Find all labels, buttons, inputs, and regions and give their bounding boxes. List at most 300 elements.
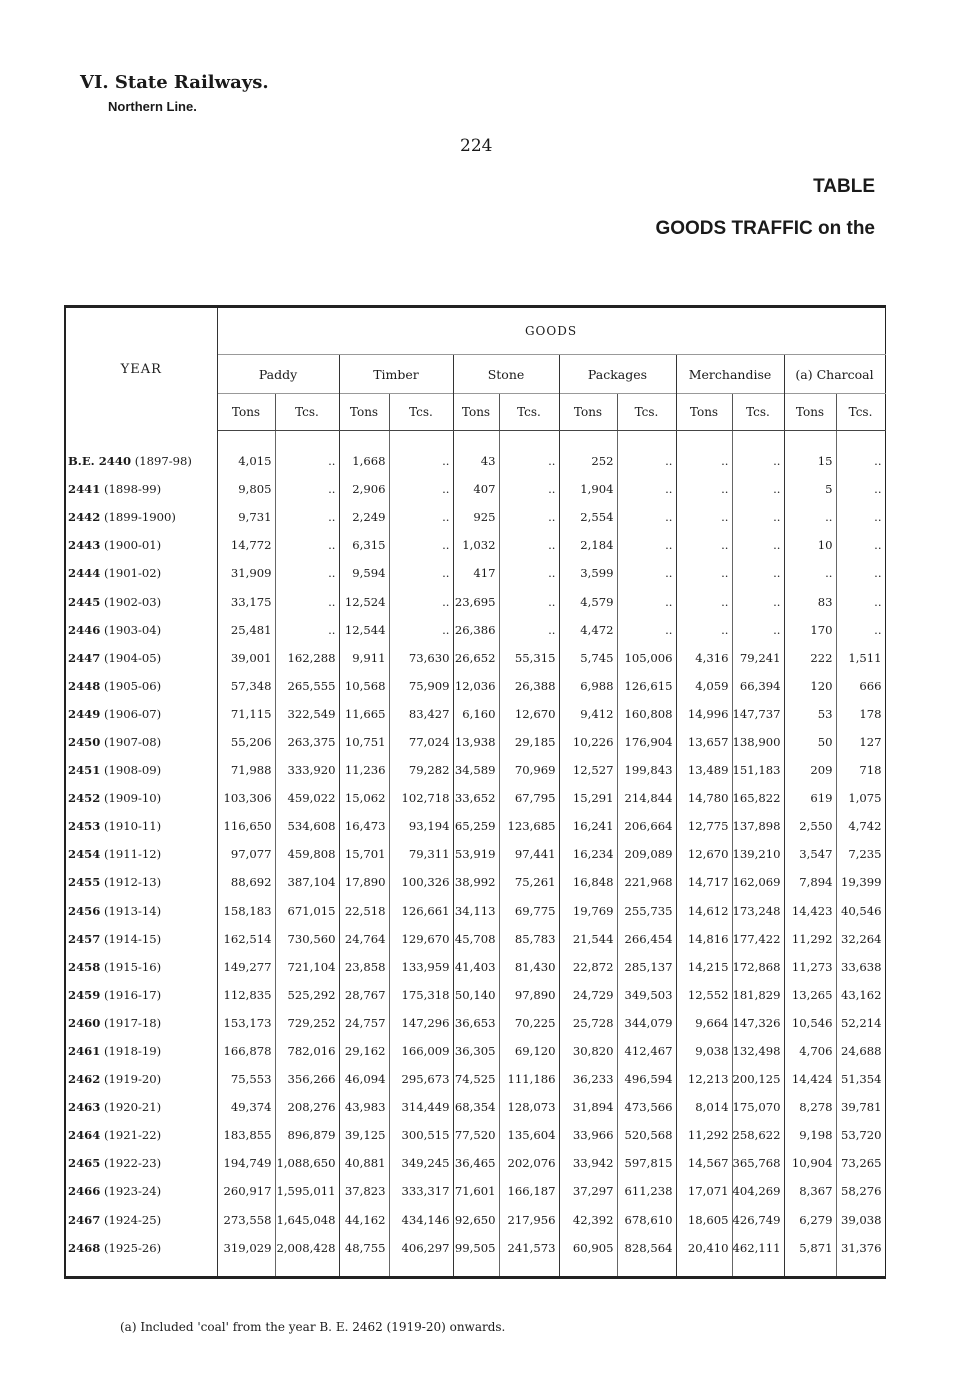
value-cell: .. — [732, 475, 784, 503]
ad-year-range: (1918-19) — [103, 1044, 162, 1059]
ad-year-range: (1923-24) — [103, 1184, 162, 1199]
be-year: 2450 — [68, 734, 101, 749]
value-cell: 29,185 — [499, 728, 559, 756]
year-cell — [65, 1206, 217, 1234]
table-row — [65, 1037, 885, 1065]
value-cell: 67,795 — [499, 784, 559, 812]
year-cell — [65, 1037, 217, 1065]
value-cell: .. — [617, 475, 676, 503]
value-cell: 273,558 — [217, 1206, 275, 1234]
value-cell: .. — [836, 475, 885, 503]
value-cell: 170 — [784, 616, 836, 644]
value-cell: 260,917 — [217, 1177, 275, 1205]
be-year: 2464 — [68, 1128, 101, 1143]
be-year: 2461 — [68, 1044, 101, 1059]
table-row — [65, 1009, 885, 1037]
table-row — [65, 1177, 885, 1205]
value-cell: 4,059 — [676, 672, 732, 700]
unit-header-tcs: Tcs. — [499, 394, 559, 431]
value-cell: 333,920 — [275, 756, 339, 784]
value-cell: 85,783 — [499, 925, 559, 953]
value-cell: 14,996 — [676, 700, 732, 728]
value-cell: 158,183 — [217, 897, 275, 925]
value-cell: 160,808 — [617, 700, 676, 728]
ad-year-range: (1922-23) — [103, 1156, 162, 1171]
value-cell: 10,226 — [559, 728, 617, 756]
value-cell: 417 — [453, 559, 499, 587]
value-cell: 14,717 — [676, 868, 732, 896]
value-cell: 176,904 — [617, 728, 676, 756]
value-cell: 102,718 — [389, 784, 453, 812]
year-cell — [65, 1065, 217, 1093]
value-cell: .. — [732, 616, 784, 644]
unit-header-tons: Tons — [453, 394, 499, 431]
value-cell: 678,610 — [617, 1206, 676, 1234]
value-cell: 34,113 — [453, 897, 499, 925]
value-cell: 129,670 — [389, 925, 453, 953]
ad-year-range: (1916-17) — [103, 987, 162, 1002]
value-cell: .. — [676, 531, 732, 559]
value-cell: 2,550 — [784, 812, 836, 840]
value-cell: 258,622 — [732, 1121, 784, 1149]
value-cell: 520,568 — [617, 1121, 676, 1149]
unit-header-tons: Tons — [784, 394, 836, 431]
value-cell: 37,297 — [559, 1177, 617, 1205]
value-cell: 241,573 — [499, 1234, 559, 1278]
value-cell: 99,505 — [453, 1234, 499, 1278]
value-cell: 300,515 — [389, 1121, 453, 1149]
value-cell: 19,399 — [836, 868, 885, 896]
year-cell — [65, 447, 217, 475]
value-cell: 38,992 — [453, 868, 499, 896]
value-cell: 112,835 — [217, 981, 275, 1009]
value-cell: 57,348 — [217, 672, 275, 700]
value-cell: 69,120 — [499, 1037, 559, 1065]
ad-year-range: (1909-10) — [103, 791, 162, 806]
value-cell: .. — [676, 559, 732, 587]
value-cell: 333,317 — [389, 1177, 453, 1205]
table-row — [65, 953, 885, 981]
value-cell: 412,467 — [617, 1037, 676, 1065]
value-cell: 266,454 — [617, 925, 676, 953]
unit-header-tcs: Tcs. — [275, 394, 339, 431]
value-cell: 162,069 — [732, 868, 784, 896]
value-cell: 5 — [784, 475, 836, 503]
year-cell — [65, 644, 217, 672]
value-cell: 12,670 — [499, 700, 559, 728]
value-cell: 285,137 — [617, 953, 676, 981]
value-cell: .. — [836, 447, 885, 475]
value-cell: 1,032 — [453, 531, 499, 559]
table-row — [65, 868, 885, 896]
value-cell: .. — [676, 503, 732, 531]
value-cell: .. — [499, 559, 559, 587]
value-cell: .. — [499, 503, 559, 531]
value-cell: 50,140 — [453, 981, 499, 1009]
value-cell: 222 — [784, 644, 836, 672]
table-row — [65, 644, 885, 672]
value-cell: 33,652 — [453, 784, 499, 812]
value-cell: 83,427 — [389, 700, 453, 728]
value-cell: .. — [617, 531, 676, 559]
value-cell: 2,008,428 — [275, 1234, 339, 1278]
value-cell: 16,848 — [559, 868, 617, 896]
value-cell: 6,160 — [453, 700, 499, 728]
ad-year-range: (1915-16) — [103, 959, 162, 974]
value-cell: 4,015 — [217, 447, 275, 475]
unit-header-tons: Tons — [217, 394, 275, 431]
value-cell: 137,898 — [732, 812, 784, 840]
value-cell: 199,843 — [617, 756, 676, 784]
value-cell: 2,184 — [559, 531, 617, 559]
value-cell: 100,326 — [389, 868, 453, 896]
table-label: TABLE — [813, 176, 875, 197]
value-cell: 39,781 — [836, 1093, 885, 1121]
value-cell: 53,919 — [453, 840, 499, 868]
value-cell: 36,233 — [559, 1065, 617, 1093]
value-cell: 20,410 — [676, 1234, 732, 1278]
be-year: 2463 — [68, 1100, 101, 1115]
value-cell: 729,252 — [275, 1009, 339, 1037]
value-cell: 147,326 — [732, 1009, 784, 1037]
value-cell: 925 — [453, 503, 499, 531]
value-cell: 721,104 — [275, 953, 339, 981]
year-cell — [65, 953, 217, 981]
value-cell: 53,720 — [836, 1121, 885, 1149]
value-cell: 166,009 — [389, 1037, 453, 1065]
value-cell: 295,673 — [389, 1065, 453, 1093]
value-cell: 92,650 — [453, 1206, 499, 1234]
year-cell — [65, 1177, 217, 1205]
value-cell: 51,354 — [836, 1065, 885, 1093]
year-cell — [65, 897, 217, 925]
value-cell: 434,146 — [389, 1206, 453, 1234]
value-cell: 23,858 — [339, 953, 389, 981]
value-cell: 149,277 — [217, 953, 275, 981]
ad-year-range: (1902-03) — [103, 594, 162, 609]
ad-year-range: (1914-15) — [103, 931, 162, 946]
value-cell: 14,816 — [676, 925, 732, 953]
value-cell: 387,104 — [275, 868, 339, 896]
value-cell: .. — [836, 531, 885, 559]
value-cell: 183,855 — [217, 1121, 275, 1149]
value-cell: 52,214 — [836, 1009, 885, 1037]
value-cell: 1,904 — [559, 475, 617, 503]
value-cell: 37,823 — [339, 1177, 389, 1205]
value-cell: 208,276 — [275, 1093, 339, 1121]
table-row — [65, 587, 885, 615]
value-cell: 314,449 — [389, 1093, 453, 1121]
value-cell: 9,412 — [559, 700, 617, 728]
value-cell: 41,403 — [453, 953, 499, 981]
table-row — [65, 1093, 885, 1121]
value-cell: 11,292 — [676, 1121, 732, 1149]
value-cell: .. — [617, 616, 676, 644]
value-cell: 151,183 — [732, 756, 784, 784]
value-cell: 496,594 — [617, 1065, 676, 1093]
value-cell: 73,265 — [836, 1149, 885, 1177]
value-cell: 13,265 — [784, 981, 836, 1009]
value-cell: 55,315 — [499, 644, 559, 672]
value-cell: 14,612 — [676, 897, 732, 925]
value-cell: 165,822 — [732, 784, 784, 812]
value-cell: .. — [617, 447, 676, 475]
value-cell: 105,006 — [617, 644, 676, 672]
table-row — [65, 475, 885, 503]
value-cell: 209,089 — [617, 840, 676, 868]
value-cell: 7,235 — [836, 840, 885, 868]
year-cell — [65, 1121, 217, 1149]
goods-traffic-table — [64, 305, 886, 1279]
table-heading: GOODS TRAFFIC on the — [655, 218, 875, 239]
value-cell: 126,661 — [389, 897, 453, 925]
value-cell: 24,688 — [836, 1037, 885, 1065]
value-cell: 77,520 — [453, 1121, 499, 1149]
value-cell: 4,579 — [559, 587, 617, 615]
year-cell — [65, 475, 217, 503]
value-cell: 828,564 — [617, 1234, 676, 1278]
value-cell: 12,213 — [676, 1065, 732, 1093]
be-year: 2467 — [68, 1212, 101, 1227]
value-cell: 43,162 — [836, 981, 885, 1009]
value-cell: 11,236 — [339, 756, 389, 784]
value-cell: .. — [836, 559, 885, 587]
value-cell: 16,473 — [339, 812, 389, 840]
be-year: 2458 — [68, 959, 101, 974]
value-cell: 177,422 — [732, 925, 784, 953]
value-cell: 14,567 — [676, 1149, 732, 1177]
value-cell: 24,757 — [339, 1009, 389, 1037]
table-row — [65, 672, 885, 700]
table-row — [65, 1065, 885, 1093]
year-cell — [65, 587, 217, 615]
value-cell: 8,014 — [676, 1093, 732, 1121]
table-row — [65, 981, 885, 1009]
year-cell — [65, 672, 217, 700]
value-cell: 1,075 — [836, 784, 885, 812]
value-cell: 128,073 — [499, 1093, 559, 1121]
be-year: 2445 — [68, 594, 101, 609]
value-cell: 666 — [836, 672, 885, 700]
year-cell — [65, 700, 217, 728]
value-cell: 2,249 — [339, 503, 389, 531]
value-cell: 17,890 — [339, 868, 389, 896]
value-cell: 147,737 — [732, 700, 784, 728]
value-cell: 28,767 — [339, 981, 389, 1009]
value-cell: .. — [836, 503, 885, 531]
value-cell: 172,868 — [732, 953, 784, 981]
table-row — [65, 784, 885, 812]
value-cell: 3,599 — [559, 559, 617, 587]
section-title: VI. State Railways. — [80, 72, 269, 93]
table-row — [65, 1234, 885, 1278]
value-cell: 26,386 — [453, 616, 499, 644]
table-row — [65, 447, 885, 475]
value-cell: .. — [275, 447, 339, 475]
value-cell: 36,653 — [453, 1009, 499, 1037]
value-cell: 1,595,011 — [275, 1177, 339, 1205]
be-year: 2460 — [68, 1015, 101, 1030]
value-cell: .. — [275, 475, 339, 503]
value-cell: 162,288 — [275, 644, 339, 672]
year-cell — [65, 1149, 217, 1177]
value-cell: 26,652 — [453, 644, 499, 672]
value-cell: 25,728 — [559, 1009, 617, 1037]
be-year: 2443 — [68, 538, 101, 553]
value-cell: 5,871 — [784, 1234, 836, 1278]
value-cell: 597,815 — [617, 1149, 676, 1177]
value-cell: 10 — [784, 531, 836, 559]
value-cell: 349,503 — [617, 981, 676, 1009]
value-cell: 718 — [836, 756, 885, 784]
value-cell: .. — [389, 587, 453, 615]
be-year: 2447 — [68, 650, 101, 665]
value-cell: 74,525 — [453, 1065, 499, 1093]
value-cell: .. — [499, 475, 559, 503]
value-cell: 21,544 — [559, 925, 617, 953]
ad-year-range: (1924-25) — [103, 1212, 162, 1227]
value-cell: 356,266 — [275, 1065, 339, 1093]
ad-year-range: (1919-20) — [103, 1072, 162, 1087]
value-cell: 4,472 — [559, 616, 617, 644]
value-cell: 75,909 — [389, 672, 453, 700]
value-cell: 55,206 — [217, 728, 275, 756]
ad-year-range: (1901-02) — [103, 566, 162, 581]
value-cell: 6,279 — [784, 1206, 836, 1234]
category-header-merchandise: Merchandise — [676, 355, 784, 394]
value-cell: 31,376 — [836, 1234, 885, 1278]
year-cell — [65, 756, 217, 784]
ad-year-range: (1900-01) — [103, 538, 162, 553]
value-cell: 48,755 — [339, 1234, 389, 1278]
value-cell: 9,664 — [676, 1009, 732, 1037]
value-cell: .. — [732, 503, 784, 531]
value-cell: 166,187 — [499, 1177, 559, 1205]
value-cell: 462,111 — [732, 1234, 784, 1278]
value-cell: 1,668 — [339, 447, 389, 475]
value-cell: 88,692 — [217, 868, 275, 896]
be-year: 2449 — [68, 706, 101, 721]
year-cell — [65, 728, 217, 756]
value-cell: 1,645,048 — [275, 1206, 339, 1234]
value-cell: 6,315 — [339, 531, 389, 559]
ad-year-range: (1925-26) — [103, 1240, 162, 1255]
value-cell: 9,198 — [784, 1121, 836, 1149]
be-year: 2462 — [68, 1072, 101, 1087]
be-year: 2451 — [68, 763, 101, 778]
value-cell: 173,248 — [732, 897, 784, 925]
value-cell: 15,062 — [339, 784, 389, 812]
table-row — [65, 559, 885, 587]
value-cell: 611,238 — [617, 1177, 676, 1205]
value-cell: 13,657 — [676, 728, 732, 756]
value-cell: .. — [617, 587, 676, 615]
value-cell: 73,630 — [389, 644, 453, 672]
value-cell: 263,375 — [275, 728, 339, 756]
value-cell: 126,615 — [617, 672, 676, 700]
value-cell: 68,354 — [453, 1093, 499, 1121]
be-year: 2455 — [68, 875, 101, 890]
value-cell: 12,552 — [676, 981, 732, 1009]
value-cell: 24,729 — [559, 981, 617, 1009]
be-year: 2456 — [68, 903, 101, 918]
value-cell: 14,772 — [217, 531, 275, 559]
value-cell: .. — [836, 616, 885, 644]
unit-header-tons: Tons — [339, 394, 389, 431]
be-year: 2452 — [68, 791, 101, 806]
year-cell — [65, 812, 217, 840]
value-cell: 7,894 — [784, 868, 836, 896]
table-row — [65, 756, 885, 784]
category-header-stone: Stone — [453, 355, 559, 394]
value-cell: 404,269 — [732, 1177, 784, 1205]
value-cell: 97,441 — [499, 840, 559, 868]
value-cell: 255,735 — [617, 897, 676, 925]
value-cell: 153,173 — [217, 1009, 275, 1037]
value-cell: 344,079 — [617, 1009, 676, 1037]
value-cell: 459,022 — [275, 784, 339, 812]
category-header-timber: Timber — [339, 355, 453, 394]
value-cell: 97,890 — [499, 981, 559, 1009]
value-cell: 135,604 — [499, 1121, 559, 1149]
value-cell: 147,296 — [389, 1009, 453, 1037]
unit-header-tcs: Tcs. — [389, 394, 453, 431]
value-cell: 175,070 — [732, 1093, 784, 1121]
value-cell: .. — [499, 587, 559, 615]
value-cell: 75,261 — [499, 868, 559, 896]
value-cell: 181,829 — [732, 981, 784, 1009]
value-cell: 3,547 — [784, 840, 836, 868]
year-cell — [65, 503, 217, 531]
table-row — [65, 616, 885, 644]
value-cell: 202,076 — [499, 1149, 559, 1177]
value-cell: 42,392 — [559, 1206, 617, 1234]
value-cell: 127 — [836, 728, 885, 756]
value-cell: 66,394 — [732, 672, 784, 700]
value-cell: 194,749 — [217, 1149, 275, 1177]
value-cell: 14,423 — [784, 897, 836, 925]
value-cell: 9,038 — [676, 1037, 732, 1065]
value-cell: 459,808 — [275, 840, 339, 868]
value-cell: .. — [389, 447, 453, 475]
value-cell: .. — [389, 503, 453, 531]
year-cell — [65, 784, 217, 812]
ad-year-range: (1907-08) — [103, 734, 162, 749]
value-cell: 221,968 — [617, 868, 676, 896]
value-cell: 79,282 — [389, 756, 453, 784]
value-cell: 14,780 — [676, 784, 732, 812]
unit-header-tcs: Tcs. — [836, 394, 885, 431]
value-cell: 46,094 — [339, 1065, 389, 1093]
value-cell: 29,162 — [339, 1037, 389, 1065]
value-cell: 6,988 — [559, 672, 617, 700]
value-cell: 217,956 — [499, 1206, 559, 1234]
value-cell: .. — [389, 559, 453, 587]
unit-header-tons: Tons — [676, 394, 732, 431]
value-cell: 22,518 — [339, 897, 389, 925]
value-cell: 81,430 — [499, 953, 559, 981]
value-cell: 116,650 — [217, 812, 275, 840]
category-header-packages: Packages — [559, 355, 676, 394]
value-cell: 97,077 — [217, 840, 275, 868]
be-year: 2453 — [68, 819, 101, 834]
year-cell — [65, 1009, 217, 1037]
value-cell: .. — [499, 616, 559, 644]
value-cell: 200,125 — [732, 1065, 784, 1093]
value-cell: 69,775 — [499, 897, 559, 925]
be-year: 2465 — [68, 1156, 101, 1171]
value-cell: 58,276 — [836, 1177, 885, 1205]
